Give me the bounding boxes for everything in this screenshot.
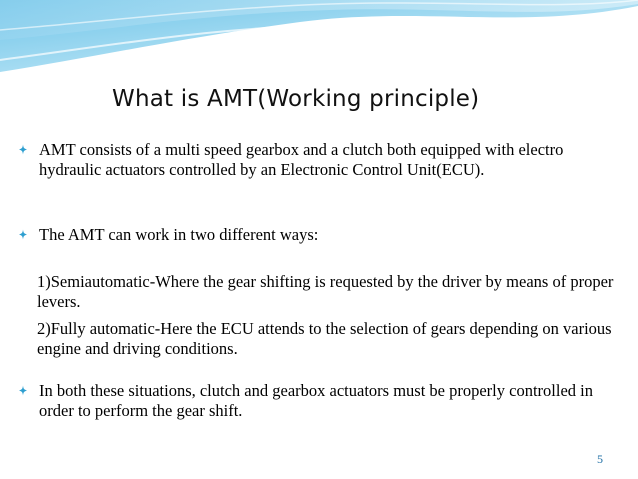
bullet-icon [17,140,29,159]
slide-title: What is AMT(Working principle) [112,86,480,112]
bullet-icon [17,225,29,244]
bullet-icon [17,381,29,400]
bullet-item [17,225,607,245]
bullet-item [17,140,607,179]
bullet-text: In both these situations, clutch and gearbox actuators must be properly controlled in order to perform the gear shift. [39,381,593,420]
sub-item: 1)Semiautomatic-Where the gear shifting is requested by the driver by means of proper levers. [37,272,614,311]
bullet-text: The AMT can work in two different ways: [39,225,319,244]
bullet-text: AMT consists of a multi speed gearbox and a clutch both equipped with electro hydraulic actuators controlled by an Electronic Control Unit(ECU). [39,140,564,179]
bullet-item [17,381,607,420]
decorative-wave-header [0,0,638,80]
sub-item: 2)Fully automatic-Here the ECU attends to the selection of gears depending on various engine and driving conditions. [37,319,612,358]
page-number: 5 [597,452,603,466]
